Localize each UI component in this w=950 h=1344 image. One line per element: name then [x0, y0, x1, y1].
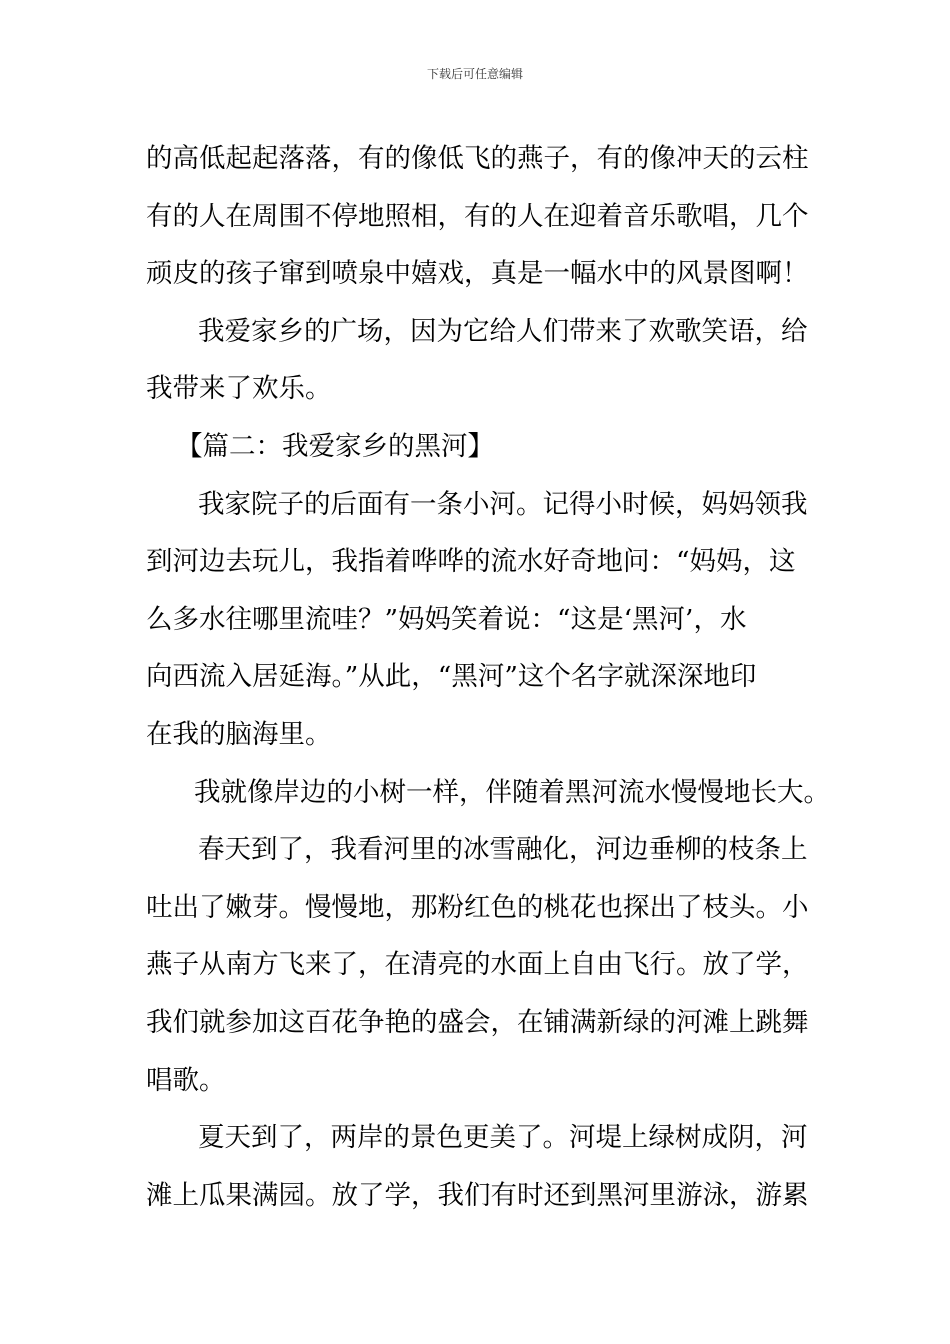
document-body — [146, 130, 830, 1224]
text-line: 我们就参加这百花争艳的盛会，在铺满新绿的河滩上跳舞 — [146, 1006, 809, 1038]
paragraph-start: 我家院子的后面有一条小河。记得小时候，妈妈领我 — [198, 488, 808, 520]
paragraph-start: 我爱家乡的广场，因为它给人们带来了欢歌笑语，给 — [198, 315, 808, 347]
text-line: 唱歌。 — [146, 1064, 226, 1096]
text-line: 的高低起起落落，有的像低飞的燕子，有的像冲天的云柱 — [146, 143, 809, 174]
text-line: 在我的脑海里。 — [146, 718, 332, 750]
text-line: 我带来了欢乐。 — [146, 373, 332, 405]
text-line: 有的人在周围不停地照相，有的人在迎着音乐歌唱，几个 — [146, 200, 809, 232]
text-line: 么多水往哪里流哇？”妈妈笑着说：“这是‘黑河’，水 — [146, 603, 747, 635]
text-line: 吐出了嫩芽。慢慢地，那粉红色的桃花也探出了枝头。小 — [146, 891, 809, 923]
paragraph-start: 春天到了，我看河里的冰雪融化，河边垂柳的枝条上 — [198, 834, 808, 866]
text-line: 顽皮的孩子窜到喷泉中嬉戏，真是一幅水中的风景图啊！ — [146, 258, 809, 290]
paragraph-start: 夏天到了，两岸的景色更美了。河堤上绿树成阴，河 — [198, 1122, 808, 1154]
section-heading: 【篇二：我爱家乡的黑河】 — [176, 430, 494, 462]
text-line: 燕子从南方飞来了，在清亮的水面上自由飞行。放了学， — [146, 949, 809, 981]
paragraph-start: 我就像岸边的小树一样，伴随着黑河流水慢慢地长大。 — [194, 776, 830, 808]
page-header-note: 下载后可任意编辑 — [426, 67, 523, 81]
text-line: 滩上瓜果满园。放了学，我们有时还到黑河里游泳，游累 — [146, 1179, 809, 1211]
text-line: 向西流入居延海。”从此，“黑河”这个名字就深深地印 — [146, 661, 757, 693]
text-line: 到河边去玩儿，我指着哗哗的流水好奇地问：“妈妈，这 — [146, 546, 796, 578]
